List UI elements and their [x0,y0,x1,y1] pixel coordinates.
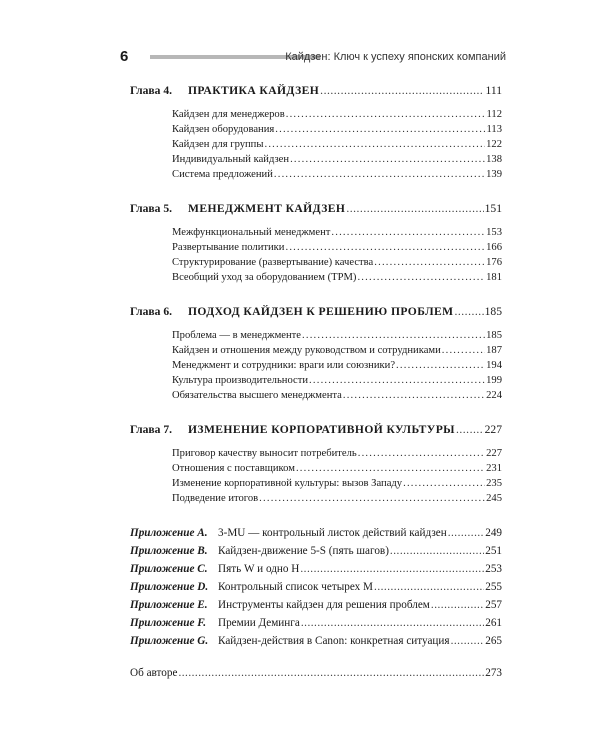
chapter-heading [130,303,502,320]
toc-entry [130,461,502,476]
chapter-heading [130,82,502,99]
dot-leader [431,596,484,614]
appendix-label: Приложение G. [130,635,209,647]
entry-page: 231 [486,463,502,474]
appendix-label: Приложение B. [130,545,208,557]
toc-entry [130,328,502,343]
appendix-title: 3-MU — контрольный листок действий кайдзен [218,527,447,539]
entry-title: Менеджмент и сотрудники: враги или союзники? [172,360,396,371]
toc-entry [130,167,502,182]
dot-leader [451,632,485,650]
chapter-title: ИЗМЕНЕНИЕ КОРПОРАТИВНОЙ КУЛЬТУРЫ [188,423,455,436]
toc-entry [130,122,502,137]
appendix-label: Приложение C. [130,563,208,575]
running-header [120,48,506,68]
chapter-4 [130,82,502,182]
chapter-page: 185 [484,305,502,318]
toc-entry [130,270,502,285]
entry-title: Индивидуальный кайдзен [172,154,290,165]
appendix-entry [130,524,502,542]
dot-leader [302,328,485,343]
entry-title: Система предложений [172,169,273,180]
entry-page: 245 [486,493,502,504]
chapter-title: ПОДХОД КАЙДЗЕН К РЕШЕНИЮ ПРОБЛЕМ [188,305,454,318]
toc-entry [130,358,502,373]
appendix-entry [130,614,502,632]
chapter-page: 227 [484,423,502,436]
entry-title: Обязательства высшего менеджмента [172,390,342,401]
dot-leader [374,578,484,596]
dot-leader [346,200,483,217]
chapter-7 [130,421,502,506]
entry-page: 199 [486,375,502,386]
chapter-heading [130,200,502,217]
entry-page: 166 [486,242,502,253]
dot-leader [390,542,484,560]
dot-leader [358,446,485,461]
entry-title: Структурирование (развертывание) качества [172,257,374,268]
dot-leader [259,491,485,506]
chapter-label: Глава 6. [130,305,173,318]
appendix-label: Приложение F. [130,617,207,629]
appendix-label: Приложение A. [130,527,208,539]
entry-page: 112 [486,109,502,120]
entry-title: Развертывание политики [172,242,285,253]
appendix-label: Приложение D. [130,581,209,593]
appendix-title: Контрольный список четырех M [218,581,374,593]
appendix-label: Приложение E. [130,599,208,611]
entry-page: 235 [486,478,502,489]
dot-leader [456,421,484,438]
dot-leader [331,225,485,240]
dot-leader [290,152,485,167]
chapter-title: МЕНЕДЖМЕНТ КАЙДЗЕН [188,202,346,215]
appendix-entry [130,542,502,560]
chapter-label: Глава 4. [130,84,173,97]
about-title: Об авторе [130,667,178,679]
appendix-entry [130,596,502,614]
appendix-page: 253 [485,563,502,575]
entry-title: Всеобщий уход за оборудованием (TPM) [172,272,357,283]
dot-leader [285,240,485,255]
appendix-entry [130,632,502,650]
entry-page: 113 [486,124,502,135]
dot-leader [320,82,484,99]
toc-entry [130,240,502,255]
appendix-title: Кайдзен-действия в Canon: конкретная ситуация [218,635,450,647]
entry-title: Кайдзен для менеджеров [172,109,285,120]
entry-page: 185 [486,330,502,341]
appendix-page: 255 [485,581,502,593]
entry-title: Приговор качеству выносит потребитель [172,448,357,459]
chapter-6 [130,303,502,403]
entry-title: Отношения с поставщиком [172,463,295,474]
entry-page: 138 [486,154,502,165]
entry-title: Кайдзен для группы [172,139,264,150]
entry-title: Проблема — в менеджменте [172,330,301,341]
dot-leader [274,167,485,182]
appendix-page: 265 [485,635,502,647]
toc-entry [130,446,502,461]
dot-leader [448,524,485,542]
appendix-title: Пять W и одно H [218,563,300,575]
page-number: 6 [120,48,129,65]
toc-entry [130,388,502,403]
entry-page: 194 [486,360,502,371]
toc-entry [130,225,502,240]
about-author-entry [130,664,502,682]
dot-leader [454,303,483,320]
chapter-5 [130,200,502,285]
dot-leader [343,388,485,403]
dot-leader [309,373,485,388]
toc-entry [130,476,502,491]
toc-entry [130,255,502,270]
dot-leader [374,255,485,270]
appendix-page: 249 [485,527,502,539]
chapter-page: 111 [485,84,502,97]
dot-leader [178,664,484,682]
appendix-title: Премии Деминга [218,617,300,629]
chapter-title: ПРАКТИКА КАЙДЗЕН [188,84,320,97]
entry-title: Культура производительности [172,375,309,386]
dot-leader [403,476,485,491]
dot-leader [300,560,484,578]
about-page: 273 [485,667,502,679]
appendix-title: Кайдзен-движение 5-S (пять шагов) [218,545,389,557]
dot-leader [264,137,485,152]
entry-title: Подведение итогов [172,493,259,504]
toc-entry [130,107,502,122]
entry-page: 224 [486,390,502,401]
appendix-list [130,524,502,650]
chapter-label: Глава 5. [130,202,173,215]
appendix-page: 261 [485,617,502,629]
entry-page: 139 [486,169,502,180]
entry-page: 122 [486,139,502,150]
dot-leader [301,614,484,632]
appendix-entry [130,578,502,596]
appendix-page: 251 [485,545,502,557]
chapter-label: Глава 7. [130,423,173,436]
chapter-heading [130,421,502,438]
table-of-contents [130,82,502,682]
appendix-title: Инструменты кайдзен для решения проблем [218,599,430,611]
appendix-page: 257 [485,599,502,611]
dot-leader [357,270,485,285]
entry-page: 187 [486,345,502,356]
appendix-entry [130,560,502,578]
entry-title: Кайдзен и отношения между руководством и сотрудниками [172,345,441,356]
toc-entry [130,152,502,167]
running-title: Кайдзен: Ключ к успеху японских компаний [285,51,506,63]
dot-leader [286,107,486,122]
toc-entry [130,343,502,358]
entry-title: Межфункциональный менеджмент [172,227,331,238]
dot-leader [296,461,485,476]
toc-entry [130,373,502,388]
toc-entry [130,137,502,152]
entry-page: 176 [486,257,502,268]
toc-entry [130,491,502,506]
entry-page: 153 [486,227,502,238]
entry-title: Кайдзен оборудования [172,124,275,135]
entry-page: 181 [486,272,502,283]
entry-page: 227 [486,448,502,459]
chapter-page: 151 [484,202,502,215]
dot-leader [396,358,485,373]
entry-title: Изменение корпоративной культуры: вызов Западу [172,478,403,489]
dot-leader [275,122,485,137]
dot-leader [442,343,485,358]
